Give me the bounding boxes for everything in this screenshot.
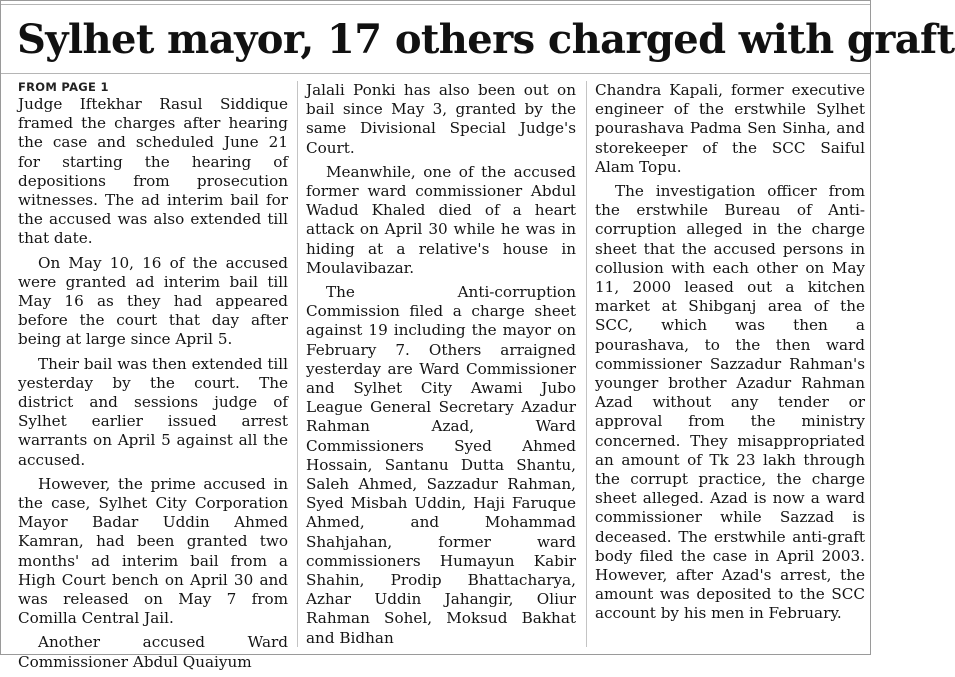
paragraph-2: On May 10, 16 of the accused were granted ad interim bail till May 16 as they had appeared before the court that day after being at large since April 5. <box>18 253 288 349</box>
headline: Sylhet mayor, 17 others charged with graft <box>17 16 955 63</box>
paragraph-1: Judge Iftekhar Rasul Siddique framed the charges after hearing the case and scheduled June 21 for starting the hearing of depositions from prosecution witnesses. The ad interim bail for the accused was also extended till that date. <box>18 95 288 248</box>
column-2 <box>306 79 576 653</box>
top-rule <box>1 4 870 5</box>
paragraph-6: Meanwhile, one of the accused former ward commissioner Abdul Wadud Khaled died of a heart attack on April 30 while he was in hiding at a relative's house in Moulavibazar. <box>306 162 576 277</box>
paragraph-8: The investigation officer from the erstwhile Bureau of Anti-corruption alleged in the charge sheet that the accused persons in collusion with each other on May 11, 2000 leased out a kitchen market at Shibganj area of the SCC, which was then a pourashava, to the then ward commissioner Sazzadur Rahman's younger brother Azadur Rahman Azad without any tender or approval from the ministry concerned. They misappropriated an amount of Tk 23 lakh through the corrupt practice, the charge sheet alleged. Azad is now a ward commissioner while Sazzad is deceased. The erstwhile anti-graft body filed the case in April 2003. However, after Azad's arrest, the amount was deposited to the SCC account by his men in February. <box>595 182 865 623</box>
paragraph-3: Their bail was then extended till yesterday by the court. The district and sessions judge of Sylhet earlier issued arrest warrants on April 5 against all the accused. <box>18 354 288 469</box>
column-divider <box>586 81 587 647</box>
paragraph-7-continued: Chandra Kapali, former executive engineer of the erstwhile Sylhet pourashava Padma Sen Sinha, and storekeeper of the SCC Saiful Alam Topu. <box>595 81 865 176</box>
jump-line: FROM PAGE 1 <box>18 80 109 94</box>
column-1 <box>18 79 288 677</box>
column-3 <box>595 79 865 629</box>
paragraph-5-start: Another accused Ward Commissioner Abdul Quaiyum <box>18 633 288 671</box>
paragraph-5-continued: Jalali Ponki has also been out on bail since May 3, granted by the same Divisional Special Judge's Court. <box>306 81 576 157</box>
headline-rule <box>1 73 870 74</box>
paragraph-7-start: The Anti-corruption Commission filed a charge sheet against 19 including the mayor on February 7. Others arraigned yesterday are Ward Commissioner and Sylhet City Awami Jubo League General Secretary Azadur Rahman Azad, Ward Commissioners Syed Ahmed Hossain, Santanu Dutta Shantu, Saleh Ahmed, Sazzadur Rahman, Syed Misbah Uddin, Haji Faruque Ahmed, and Mohammad Shahjahan, former ward commissioners Humayun Kabir Shahin, Prodip Bhattacharya, Azhar Uddin Jahangir, Oliur Rahman Sohel, Moksud Bakhat and Bidhan <box>306 283 576 647</box>
column-divider <box>297 81 298 647</box>
paragraph-4: However, the prime accused in the case, Sylhet City Corporation Mayor Badar Uddin Ahmed Kamran, had been granted two months' ad interim bail from a High Court bench on April 30 and was released on May 7 from Comilla Central Jail. <box>18 474 288 628</box>
